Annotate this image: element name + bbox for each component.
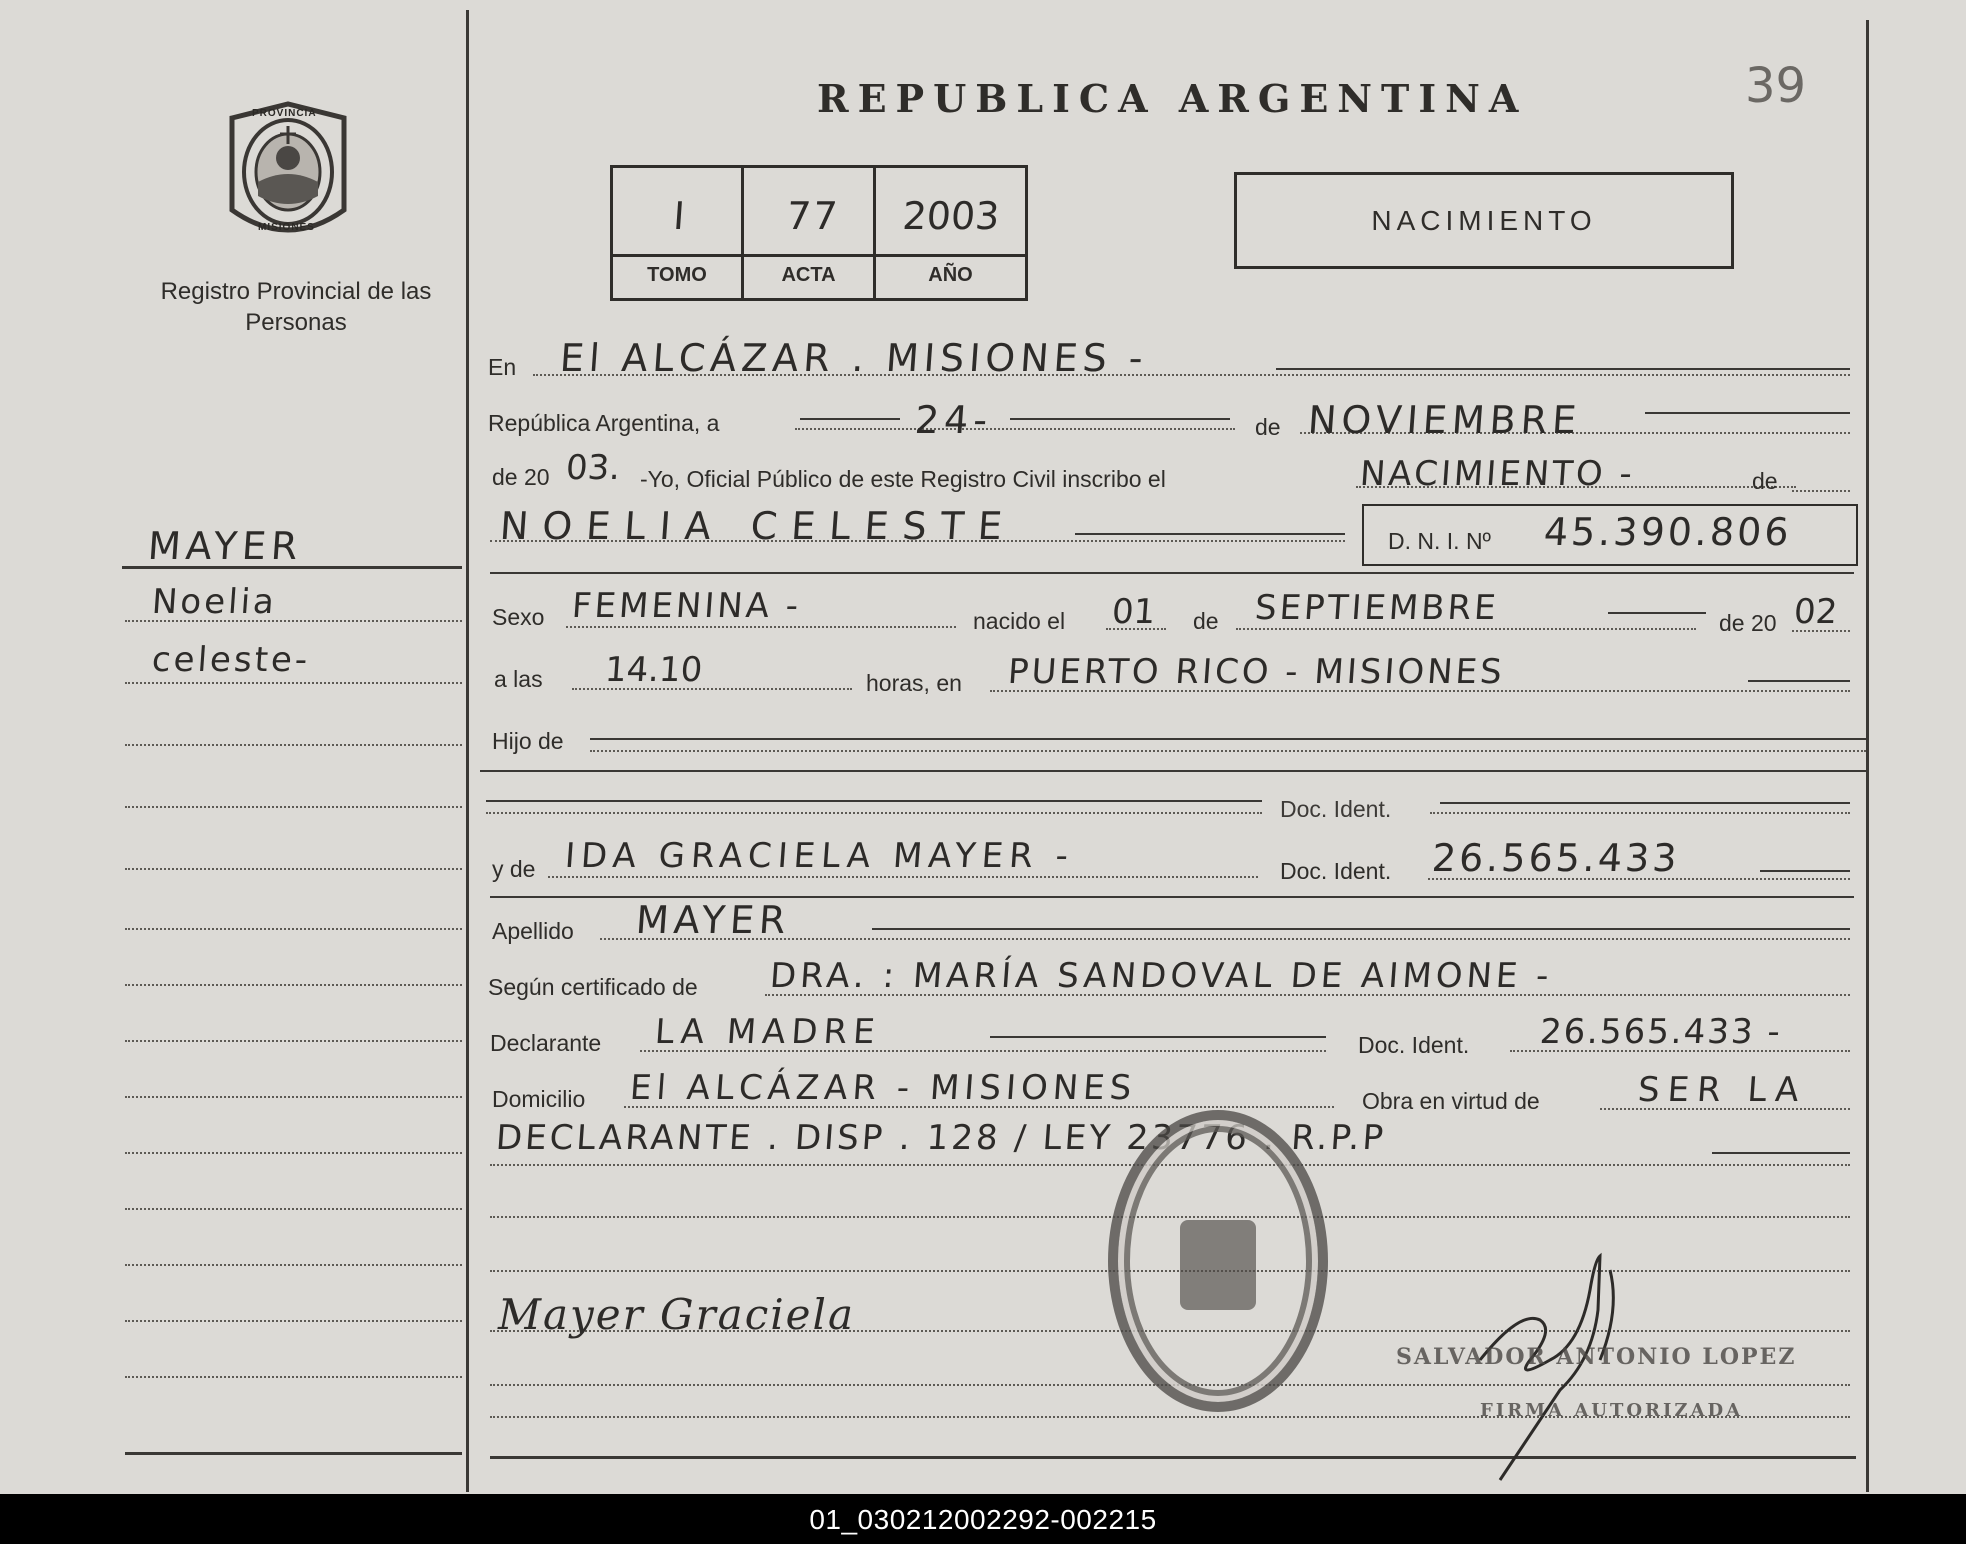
value-certificate-by: DRA. : MARÍA SANDOVAL DE AIMONE -: [768, 956, 1554, 996]
value-act-word: NACIMIENTO -: [1358, 454, 1637, 494]
seal-text-top: PROVINCIA: [252, 108, 317, 119]
margin-line: [125, 806, 462, 808]
label-apellido: Apellido: [492, 918, 574, 944]
record-box-rule: [613, 254, 1025, 257]
label-declarante: Declarante: [490, 1030, 602, 1056]
value-place: El ALCÁZAR . MISIONES -: [558, 336, 1150, 380]
fill-rule: [1712, 1152, 1850, 1154]
value-month: NOVIEMBRE: [1306, 398, 1583, 442]
stamp-emblem: [1180, 1220, 1256, 1310]
left-frame-line: [466, 10, 469, 1492]
fill-rule: [1075, 533, 1345, 535]
label-a-las: a las: [494, 666, 543, 692]
value-birth-day: 01: [1110, 592, 1157, 632]
label-obra-en-virtud: Obra en virtud de: [1362, 1088, 1540, 1114]
label-de-20b: de 20: [1719, 610, 1777, 636]
margin-line: [125, 620, 462, 622]
label-sexo: Sexo: [492, 604, 545, 630]
margin-line: [125, 1320, 462, 1322]
margin-line: [125, 744, 462, 746]
margin-line: [125, 1152, 462, 1154]
label-de: de: [1255, 414, 1281, 440]
officer-signature: [1460, 1250, 1640, 1490]
ano-label: AÑO: [928, 264, 973, 286]
value-birth-place: PUERTO RICO - MISIONES: [1006, 652, 1507, 692]
line-father-name: [486, 812, 1262, 814]
value-sex: FEMENINA -: [570, 586, 803, 626]
value-day: 24-: [913, 398, 994, 442]
margin-line: [125, 928, 462, 930]
value-declarant: LA MADRE: [653, 1012, 883, 1052]
act-type-box: [1234, 172, 1734, 269]
value-year-suffix: 03.: [564, 448, 622, 488]
right-frame-line: [1866, 20, 1869, 1492]
label-dni: D. N. I. Nº: [1388, 528, 1491, 554]
section-rule: [490, 572, 1854, 574]
value-mother-doc: 26.565.433: [1430, 836, 1682, 880]
seal-text-bottom: MISIONES: [258, 222, 315, 233]
ano-value: 2003: [901, 194, 1001, 238]
fill-line: [1792, 630, 1850, 632]
value-mother-name: IDA GRACIELA MAYER -: [563, 836, 1076, 876]
margin-surname: MAYER: [146, 524, 305, 568]
fill-rule: [872, 928, 1850, 930]
declarant-signature: Mayer Graciela: [498, 1290, 856, 1339]
fill-rule: [486, 800, 1262, 802]
value-child-name: NOELIA CELESTE: [498, 504, 1018, 548]
line-mother: [548, 876, 1258, 878]
label-y-de: y de: [492, 856, 536, 882]
fill-rule: [1748, 680, 1850, 682]
value-birth-year-suffix: 02: [1792, 592, 1839, 632]
margin-line: [125, 1040, 462, 1042]
margin-line: [125, 1376, 462, 1378]
value-dni: 45.390.806: [1542, 510, 1794, 554]
line-father-doc: [1430, 812, 1850, 814]
label-de-2: de: [1752, 468, 1778, 494]
tomo-value: I: [671, 194, 687, 238]
officer-name-stamp: SALVADOR ANTONIO LOPEZ: [1396, 1344, 1797, 1370]
label-doc-ident-2: Doc. Ident.: [1280, 858, 1392, 884]
registry-name: Registro Provincial de las Personas: [160, 278, 432, 336]
fill-rule: [1760, 870, 1850, 872]
margin-line: [125, 1208, 462, 1210]
margin-line: [125, 984, 462, 986]
line-day: [795, 428, 1235, 430]
line-sex: [566, 626, 956, 628]
label-horas-en: horas, en: [866, 670, 962, 696]
value-authority-1: SER LA: [1636, 1070, 1808, 1110]
margin-given-name-1: Noelia: [150, 582, 279, 622]
officer-title-stamp: FIRMA AUTORIZADA: [1480, 1400, 1744, 1421]
fill-rule: [1440, 802, 1850, 804]
label-segun-certificado: Según certificado de: [488, 974, 698, 1000]
acta-label: ACTA: [781, 264, 836, 286]
value-declarant-doc: 26.565.433 -: [1538, 1012, 1784, 1052]
line-birth-month: [1236, 628, 1696, 630]
civil-registry-round-stamp: [1108, 1110, 1328, 1412]
page-number: 39: [1745, 58, 1807, 114]
image-code: 01_030212002292-002215: [809, 1504, 1157, 1535]
value-birth-time: 14.10: [603, 650, 704, 690]
label-yo-oficial: -Yo, Oficial Público de este Registro Civil inscribo el: [640, 466, 1166, 492]
fill-rule: [1645, 412, 1850, 414]
tomo-label: TOMO: [647, 264, 707, 286]
image-caption-bar: [0, 1494, 1966, 1544]
margin-line: [125, 1264, 462, 1266]
fill-rule: [1010, 418, 1230, 420]
label-doc-ident-3: Doc. Ident.: [1358, 1032, 1470, 1058]
value-authority-2: DECLARANTE . DISP . 128 / LEY 23776 . R.P.P: [494, 1118, 1388, 1158]
label-de-3: de: [1193, 608, 1219, 634]
dni-box: [1362, 504, 1858, 566]
line-father: [590, 750, 1866, 752]
section-rule: [480, 770, 1866, 772]
margin-line: [125, 1096, 462, 1098]
fill-rule: [800, 418, 900, 420]
record-box: [610, 165, 1028, 301]
fill-line: [1792, 490, 1850, 492]
acta-value: 77: [785, 194, 841, 238]
margin-bottom-rule: [125, 1452, 462, 1455]
label-en: En: [488, 354, 517, 380]
fill-rule: [590, 738, 1866, 740]
value-birth-month: SEPTIEMBRE: [1253, 588, 1501, 628]
margin-line: [125, 868, 462, 870]
label-hijo-de: Hijo de: [492, 728, 564, 754]
label-de-20: de 20: [492, 464, 550, 490]
margin-surname-rule: [122, 566, 462, 569]
label-domicilio: Domicilio: [492, 1086, 586, 1112]
fill-rule: [990, 1036, 1326, 1038]
act-type: NACIMIENTO: [1371, 205, 1597, 236]
bottom-rule: [490, 1456, 1856, 1459]
margin-given-name-2: celeste-: [150, 640, 312, 680]
label-republica: República Argentina, a: [488, 410, 720, 436]
provincial-seal: [218, 100, 358, 245]
value-domicile: El ALCÁZAR - MISIONES: [628, 1068, 1138, 1108]
margin-line: [125, 682, 462, 684]
fill-rule: [1276, 368, 1850, 370]
label-doc-ident-1: Doc. Ident.: [1280, 796, 1392, 822]
value-surname: MAYER: [634, 898, 793, 942]
page-title: REPUBLICA ARGENTINA: [817, 76, 1528, 121]
fill-rule: [1608, 612, 1706, 614]
label-nacido-el: nacido el: [973, 608, 1066, 634]
